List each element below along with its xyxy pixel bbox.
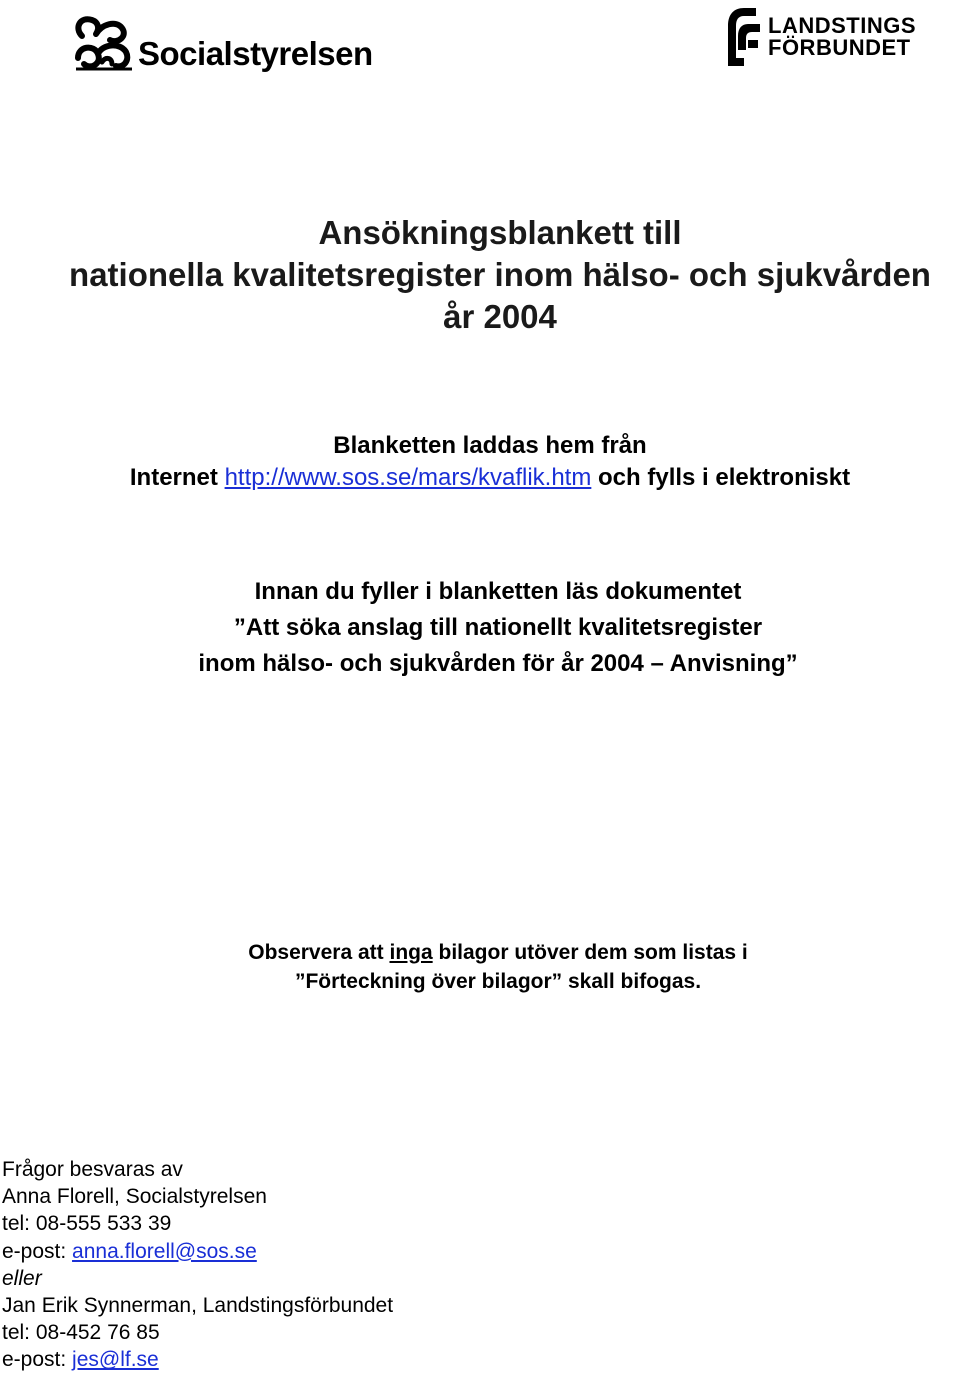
read-instructions-line-3: inom hälso- och sjukvården för år 2004 – Anvisning” [198, 650, 798, 677]
download-notice [0, 430, 960, 494]
read-instructions-line-1: Innan du fyller i blanketten läs dokumentet [254, 578, 742, 605]
contact-or: eller [2, 1266, 42, 1290]
download-line-2 [0, 462, 960, 494]
landstingsforbundet-line2: FÖRBUNDET [768, 35, 911, 60]
landstingsforbundet-logo-text [768, 15, 916, 59]
download-suffix: och fylls i elektroniskt [598, 464, 851, 491]
read-instructions [0, 574, 960, 682]
contact-person2-email-label: e-post: [2, 1348, 67, 1372]
attachments-notice-line-2: ”Förteckning över bilagor” skall bifogas. [294, 970, 702, 993]
socialstyrelsen-logo-text: Socialstyrelsen [138, 35, 373, 72]
contact-person2-tel: tel: 08-452 76 85 [2, 1321, 160, 1345]
title-line-3: år 2004 [443, 298, 557, 335]
attachments-notice-line-1 [0, 938, 960, 967]
document-title [0, 212, 960, 338]
contact-person2-email-link[interactable]: jes@lf.se [72, 1348, 159, 1372]
contact-info [2, 1156, 393, 1374]
attachments-part-1: Observera att [248, 941, 384, 964]
attachments-part-2: bilagor utöver dem som listas i [438, 941, 748, 964]
attachments-notice [0, 938, 960, 996]
contact-person1-email-link[interactable]: anna.florell@sos.se [72, 1239, 257, 1263]
contact-person1-name: Anna Florell, Socialstyrelsen [2, 1185, 267, 1209]
socialstyrelsen-logo [72, 12, 373, 72]
download-line-1: Blanketten laddas hem från [333, 432, 647, 459]
contact-person1-tel: tel: 08-555 533 39 [2, 1212, 172, 1236]
read-instructions-line-2: ”Att söka anslag till nationellt kvalitetsregister [233, 614, 763, 641]
title-line-2: nationella kvalitetsregister inom hälso- och sjukvården [69, 256, 931, 293]
socialstyrelsen-emblem-icon [72, 14, 136, 72]
download-prefix: Internet [129, 464, 218, 491]
download-link[interactable]: http://www.sos.se/mars/kvaflik.htm [224, 464, 592, 491]
landstingsforbundet-line1: LANDSTINGS [768, 13, 916, 38]
landstingsforbundet-logo [726, 6, 916, 68]
contact-person1-email-row [2, 1238, 393, 1265]
landstingsforbundet-emblem-icon [726, 6, 762, 68]
contact-person1-email-label: e-post: [2, 1239, 67, 1263]
attachments-emphasis: inga [389, 941, 433, 964]
contact-heading: Frågor besvaras av [2, 1158, 183, 1181]
title-line-1: Ansökningsblankett till [318, 214, 682, 251]
contact-person2-email-row [2, 1346, 393, 1373]
contact-person2-name: Jan Erik Synnerman, Landstingsförbundet [2, 1294, 394, 1318]
